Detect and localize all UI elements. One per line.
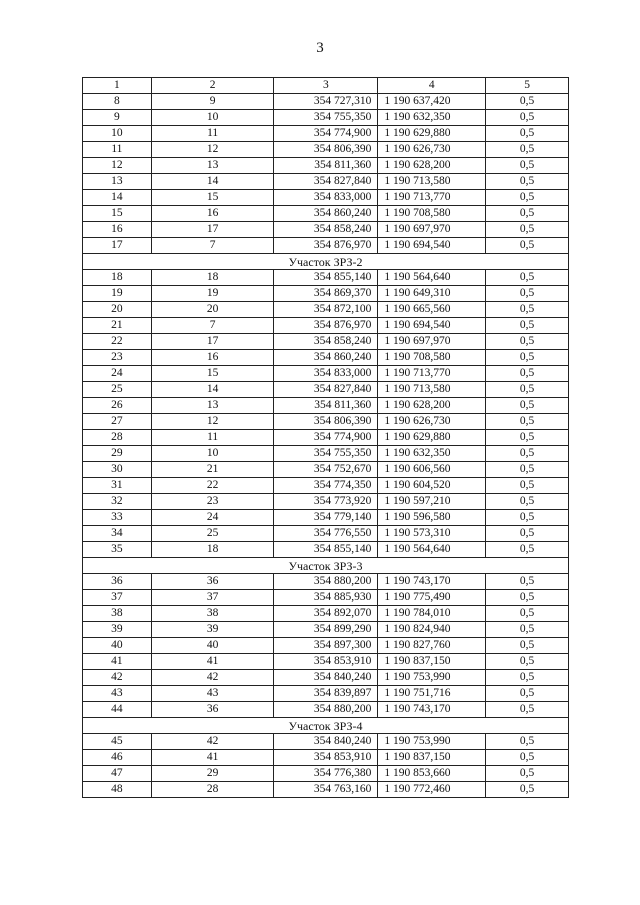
source-point-cell: 12 (151, 414, 274, 430)
coord-y-cell: 1 190 697,970 (378, 222, 486, 238)
table-row (83, 270, 569, 286)
table-row (83, 686, 569, 702)
table-row (83, 126, 569, 142)
coord-y-cell: 1 190 564,640 (378, 542, 486, 558)
point-number-cell: 8 (83, 94, 152, 110)
point-number-cell: 29 (83, 446, 152, 462)
source-point-cell: 9 (151, 94, 274, 110)
table-row (83, 574, 569, 590)
table-row (83, 654, 569, 670)
point-number-cell: 43 (83, 686, 152, 702)
coord-x-cell: 354 779,140 (274, 510, 378, 526)
coord-y-cell: 1 190 626,730 (378, 414, 486, 430)
point-number-cell: 17 (83, 238, 152, 254)
source-point-cell: 17 (151, 334, 274, 350)
table-row (83, 158, 569, 174)
source-point-cell: 12 (151, 142, 274, 158)
table-row (83, 382, 569, 398)
source-point-cell: 15 (151, 366, 274, 382)
coord-x-cell: 354 853,910 (274, 750, 378, 766)
source-point-cell: 16 (151, 206, 274, 222)
coord-y-cell: 1 190 597,210 (378, 494, 486, 510)
coord-y-cell: 1 190 713,770 (378, 366, 486, 382)
point-number-cell: 46 (83, 750, 152, 766)
coord-y-cell: 1 190 632,350 (378, 446, 486, 462)
accuracy-cell: 0,5 (486, 206, 569, 222)
source-point-cell: 43 (151, 686, 274, 702)
accuracy-cell: 0,5 (486, 334, 569, 350)
coord-y-cell: 1 190 743,170 (378, 574, 486, 590)
point-number-cell: 26 (83, 398, 152, 414)
source-point-cell: 25 (151, 526, 274, 542)
coord-y-cell: 1 190 629,880 (378, 126, 486, 142)
coord-x-cell: 354 860,240 (274, 350, 378, 366)
coord-x-cell: 354 840,240 (274, 670, 378, 686)
source-point-cell: 11 (151, 126, 274, 142)
source-point-cell: 18 (151, 542, 274, 558)
table-row (83, 190, 569, 206)
table-row (83, 318, 569, 334)
point-number-cell: 32 (83, 494, 152, 510)
accuracy-cell: 0,5 (486, 430, 569, 446)
coord-x-cell: 354 855,140 (274, 270, 378, 286)
point-number-cell: 15 (83, 206, 152, 222)
section-row (83, 718, 569, 734)
coord-y-cell: 1 190 713,770 (378, 190, 486, 206)
coord-y-cell: 1 190 772,460 (378, 782, 486, 798)
table-row (83, 206, 569, 222)
page-number: 3 (316, 40, 324, 56)
coord-x-cell: 354 880,200 (274, 702, 378, 718)
source-point-cell: 20 (151, 302, 274, 318)
coord-y-cell: 1 190 713,580 (378, 174, 486, 190)
header-row (83, 78, 569, 94)
coord-x-cell: 354 872,100 (274, 302, 378, 318)
coord-x-cell: 354 876,970 (274, 318, 378, 334)
table-row (83, 542, 569, 558)
table-row (83, 638, 569, 654)
coord-y-cell: 1 190 824,940 (378, 622, 486, 638)
accuracy-cell: 0,5 (486, 574, 569, 590)
accuracy-cell: 0,5 (486, 750, 569, 766)
coordinates-table (82, 77, 569, 798)
accuracy-cell: 0,5 (486, 190, 569, 206)
source-point-cell: 42 (151, 734, 274, 750)
accuracy-cell: 0,5 (486, 142, 569, 158)
section-title: Участок ЗРЗ-4 (83, 718, 569, 734)
coord-y-cell: 1 190 837,150 (378, 654, 486, 670)
point-number-cell: 19 (83, 286, 152, 302)
coord-y-cell: 1 190 743,170 (378, 702, 486, 718)
table-row (83, 526, 569, 542)
accuracy-cell: 0,5 (486, 686, 569, 702)
coord-x-cell: 354 892,070 (274, 606, 378, 622)
coord-y-cell: 1 190 713,580 (378, 382, 486, 398)
coord-x-cell: 354 755,350 (274, 110, 378, 126)
point-number-cell: 44 (83, 702, 152, 718)
point-number-cell: 13 (83, 174, 152, 190)
accuracy-cell: 0,5 (486, 494, 569, 510)
coord-y-cell: 1 190 708,580 (378, 350, 486, 366)
accuracy-cell: 0,5 (486, 606, 569, 622)
coord-x-cell: 354 899,290 (274, 622, 378, 638)
coord-y-cell: 1 190 564,640 (378, 270, 486, 286)
table-row (83, 446, 569, 462)
source-point-cell: 13 (151, 158, 274, 174)
accuracy-cell: 0,5 (486, 158, 569, 174)
table-row (83, 702, 569, 718)
coord-x-cell: 354 876,970 (274, 238, 378, 254)
accuracy-cell: 0,5 (486, 542, 569, 558)
point-number-cell: 18 (83, 270, 152, 286)
table-row (83, 110, 569, 126)
point-number-cell: 20 (83, 302, 152, 318)
table-row (83, 670, 569, 686)
table-row (83, 302, 569, 318)
coord-x-cell: 354 833,000 (274, 190, 378, 206)
coord-x-cell: 354 763,160 (274, 782, 378, 798)
accuracy-cell: 0,5 (486, 110, 569, 126)
table-row (83, 734, 569, 750)
coord-x-cell: 354 776,380 (274, 766, 378, 782)
coord-y-cell: 1 190 837,150 (378, 750, 486, 766)
table-row (83, 622, 569, 638)
accuracy-cell: 0,5 (486, 302, 569, 318)
table-row (83, 494, 569, 510)
accuracy-cell: 0,5 (486, 478, 569, 494)
coord-y-cell: 1 190 604,520 (378, 478, 486, 494)
point-number-cell: 31 (83, 478, 152, 494)
accuracy-cell: 0,5 (486, 622, 569, 638)
coord-x-cell: 354 755,350 (274, 446, 378, 462)
coord-x-cell: 354 880,200 (274, 574, 378, 590)
point-number-cell: 40 (83, 638, 152, 654)
coord-y-cell: 1 190 626,730 (378, 142, 486, 158)
accuracy-cell: 0,5 (486, 398, 569, 414)
point-number-cell: 14 (83, 190, 152, 206)
coord-y-cell: 1 190 632,350 (378, 110, 486, 126)
accuracy-cell: 0,5 (486, 446, 569, 462)
coord-y-cell: 1 190 694,540 (378, 238, 486, 254)
table-row (83, 238, 569, 254)
table-row (83, 414, 569, 430)
accuracy-cell: 0,5 (486, 414, 569, 430)
point-number-cell: 42 (83, 670, 152, 686)
table-row (83, 94, 569, 110)
table-row (83, 142, 569, 158)
source-point-cell: 7 (151, 238, 274, 254)
coord-x-cell: 354 806,390 (274, 142, 378, 158)
point-number-cell: 10 (83, 126, 152, 142)
point-number-cell: 36 (83, 574, 152, 590)
coord-y-cell: 1 190 628,200 (378, 398, 486, 414)
source-point-cell: 36 (151, 574, 274, 590)
source-point-cell: 16 (151, 350, 274, 366)
accuracy-cell: 0,5 (486, 238, 569, 254)
coord-y-cell: 1 190 573,310 (378, 526, 486, 542)
accuracy-cell: 0,5 (486, 510, 569, 526)
section-title: Участок ЗРЗ-3 (83, 558, 569, 574)
table-row (83, 398, 569, 414)
source-point-cell: 29 (151, 766, 274, 782)
column-number-cell: 3 (274, 78, 378, 94)
coord-x-cell: 354 827,840 (274, 382, 378, 398)
source-point-cell: 28 (151, 782, 274, 798)
accuracy-cell: 0,5 (486, 382, 569, 398)
column-number-cell: 4 (378, 78, 486, 94)
source-point-cell: 10 (151, 446, 274, 462)
coord-x-cell: 354 806,390 (274, 414, 378, 430)
accuracy-cell: 0,5 (486, 766, 569, 782)
source-point-cell: 21 (151, 462, 274, 478)
coord-x-cell: 354 839,897 (274, 686, 378, 702)
accuracy-cell: 0,5 (486, 94, 569, 110)
coord-y-cell: 1 190 665,560 (378, 302, 486, 318)
table-row (83, 590, 569, 606)
column-number-cell: 1 (83, 78, 152, 94)
accuracy-cell: 0,5 (486, 286, 569, 302)
table-row (83, 750, 569, 766)
coord-y-cell: 1 190 708,580 (378, 206, 486, 222)
accuracy-cell: 0,5 (486, 222, 569, 238)
section-title: Участок ЗРЗ-2 (83, 254, 569, 270)
point-number-cell: 9 (83, 110, 152, 126)
source-point-cell: 24 (151, 510, 274, 526)
coord-x-cell: 354 773,920 (274, 494, 378, 510)
point-number-cell: 48 (83, 782, 152, 798)
point-number-cell: 30 (83, 462, 152, 478)
source-point-cell: 41 (151, 654, 274, 670)
accuracy-cell: 0,5 (486, 318, 569, 334)
section-row (83, 254, 569, 270)
accuracy-cell: 0,5 (486, 126, 569, 142)
table-row (83, 222, 569, 238)
coord-y-cell: 1 190 753,990 (378, 734, 486, 750)
table-row (83, 174, 569, 190)
coord-x-cell: 354 727,310 (274, 94, 378, 110)
section-row (83, 558, 569, 574)
point-number-cell: 35 (83, 542, 152, 558)
coord-y-cell: 1 190 784,010 (378, 606, 486, 622)
point-number-cell: 22 (83, 334, 152, 350)
coord-x-cell: 354 827,840 (274, 174, 378, 190)
point-number-cell: 39 (83, 622, 152, 638)
source-point-cell: 41 (151, 750, 274, 766)
coord-x-cell: 354 774,900 (274, 430, 378, 446)
point-number-cell: 47 (83, 766, 152, 782)
coord-x-cell: 354 858,240 (274, 334, 378, 350)
source-point-cell: 14 (151, 174, 274, 190)
accuracy-cell: 0,5 (486, 670, 569, 686)
source-point-cell: 22 (151, 478, 274, 494)
source-point-cell: 23 (151, 494, 274, 510)
coord-x-cell: 354 774,900 (274, 126, 378, 142)
point-number-cell: 12 (83, 158, 152, 174)
table-row (83, 286, 569, 302)
column-number-cell: 5 (486, 78, 569, 94)
table-row (83, 478, 569, 494)
accuracy-cell: 0,5 (486, 654, 569, 670)
source-point-cell: 38 (151, 606, 274, 622)
source-point-cell: 17 (151, 222, 274, 238)
point-number-cell: 41 (83, 654, 152, 670)
accuracy-cell: 0,5 (486, 350, 569, 366)
coord-x-cell: 354 858,240 (274, 222, 378, 238)
source-point-cell: 18 (151, 270, 274, 286)
point-number-cell: 11 (83, 142, 152, 158)
coord-x-cell: 354 853,910 (274, 654, 378, 670)
source-point-cell: 40 (151, 638, 274, 654)
coord-x-cell: 354 833,000 (274, 366, 378, 382)
coord-x-cell: 354 860,240 (274, 206, 378, 222)
coord-x-cell: 354 811,360 (274, 158, 378, 174)
source-point-cell: 42 (151, 670, 274, 686)
coord-x-cell: 354 897,300 (274, 638, 378, 654)
point-number-cell: 38 (83, 606, 152, 622)
table-row (83, 766, 569, 782)
point-number-cell: 16 (83, 222, 152, 238)
accuracy-cell: 0,5 (486, 526, 569, 542)
coord-x-cell: 354 855,140 (274, 542, 378, 558)
coord-x-cell: 354 774,350 (274, 478, 378, 494)
accuracy-cell: 0,5 (486, 638, 569, 654)
coord-y-cell: 1 190 628,200 (378, 158, 486, 174)
point-number-cell: 28 (83, 430, 152, 446)
coordinates-table-body (83, 78, 569, 798)
table-row (83, 462, 569, 478)
accuracy-cell: 0,5 (486, 174, 569, 190)
coord-y-cell: 1 190 649,310 (378, 286, 486, 302)
table-row (83, 510, 569, 526)
coord-y-cell: 1 190 697,970 (378, 334, 486, 350)
coord-x-cell: 354 869,370 (274, 286, 378, 302)
coord-x-cell: 354 840,240 (274, 734, 378, 750)
point-number-cell: 37 (83, 590, 152, 606)
coord-y-cell: 1 190 596,580 (378, 510, 486, 526)
source-point-cell: 39 (151, 622, 274, 638)
coord-x-cell: 354 885,930 (274, 590, 378, 606)
point-number-cell: 27 (83, 414, 152, 430)
table-row (83, 334, 569, 350)
point-number-cell: 25 (83, 382, 152, 398)
point-number-cell: 33 (83, 510, 152, 526)
point-number-cell: 45 (83, 734, 152, 750)
source-point-cell: 19 (151, 286, 274, 302)
source-point-cell: 14 (151, 382, 274, 398)
accuracy-cell: 0,5 (486, 270, 569, 286)
point-number-cell: 21 (83, 318, 152, 334)
table-row (83, 366, 569, 382)
table-row (83, 782, 569, 798)
point-number-cell: 34 (83, 526, 152, 542)
coord-y-cell: 1 190 694,540 (378, 318, 486, 334)
table-row (83, 606, 569, 622)
source-point-cell: 7 (151, 318, 274, 334)
accuracy-cell: 0,5 (486, 702, 569, 718)
accuracy-cell: 0,5 (486, 462, 569, 478)
accuracy-cell: 0,5 (486, 590, 569, 606)
coord-y-cell: 1 190 775,490 (378, 590, 486, 606)
point-number-cell: 24 (83, 366, 152, 382)
coord-y-cell: 1 190 853,660 (378, 766, 486, 782)
coord-y-cell: 1 190 629,880 (378, 430, 486, 446)
coord-y-cell: 1 190 637,420 (378, 94, 486, 110)
source-point-cell: 13 (151, 398, 274, 414)
table-row (83, 350, 569, 366)
coord-x-cell: 354 811,360 (274, 398, 378, 414)
column-number-cell: 2 (151, 78, 274, 94)
source-point-cell: 37 (151, 590, 274, 606)
source-point-cell: 36 (151, 702, 274, 718)
point-number-cell: 23 (83, 350, 152, 366)
table-row (83, 430, 569, 446)
coord-y-cell: 1 190 753,990 (378, 670, 486, 686)
source-point-cell: 11 (151, 430, 274, 446)
accuracy-cell: 0,5 (486, 782, 569, 798)
coord-x-cell: 354 752,670 (274, 462, 378, 478)
coord-x-cell: 354 776,550 (274, 526, 378, 542)
accuracy-cell: 0,5 (486, 734, 569, 750)
coord-y-cell: 1 190 827,760 (378, 638, 486, 654)
accuracy-cell: 0,5 (486, 366, 569, 382)
coord-y-cell: 1 190 606,560 (378, 462, 486, 478)
source-point-cell: 10 (151, 110, 274, 126)
source-point-cell: 15 (151, 190, 274, 206)
coord-y-cell: 1 190 751,716 (378, 686, 486, 702)
